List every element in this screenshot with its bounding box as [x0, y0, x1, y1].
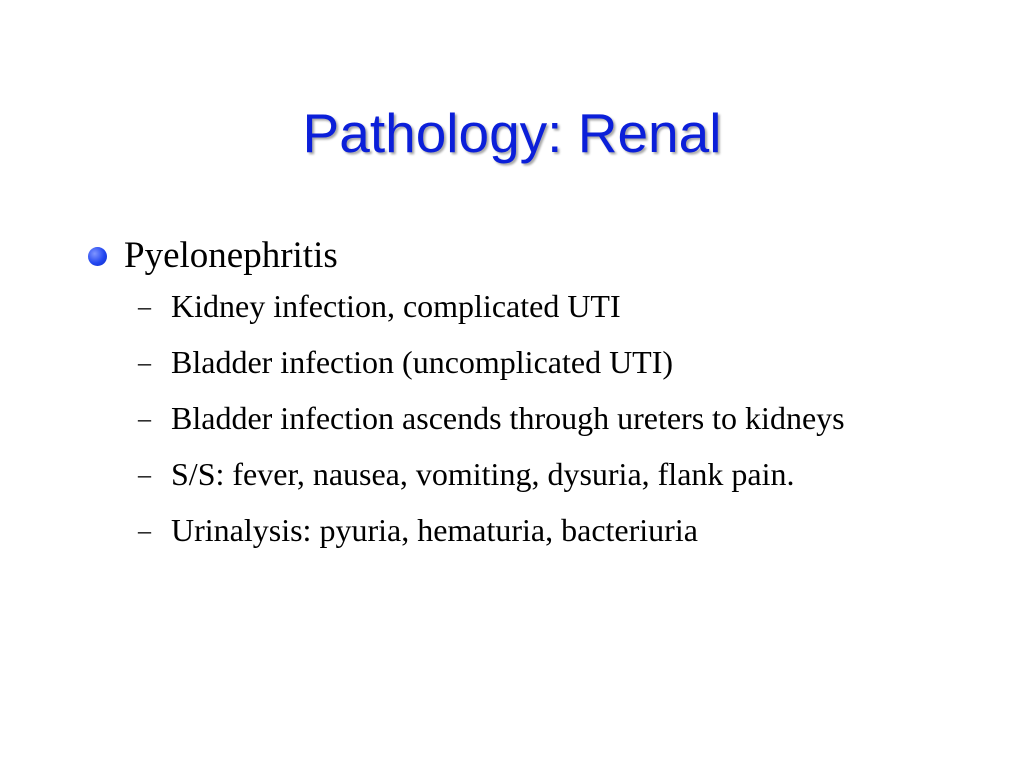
sub-bullet-list — [88, 286, 908, 551]
sub-bullet-item — [138, 286, 908, 327]
slide-body — [88, 232, 908, 566]
dash-icon: – — [138, 404, 151, 433]
bullet-dot-icon — [88, 247, 107, 266]
sub-bullet-text: Bladder infection ascends through ureters to kidneys — [171, 400, 845, 436]
dash-icon: – — [138, 460, 151, 489]
sub-bullet-text: S/S: fever, nausea, vomiting, dysuria, flank pain. — [171, 456, 795, 492]
dash-icon: – — [138, 292, 151, 321]
slide-title: Pathology: Renal — [302, 102, 722, 164]
sub-bullet-text: Urinalysis: pyuria, hematuria, bacteriuria — [171, 512, 698, 548]
dash-icon: – — [138, 516, 151, 545]
sub-bullet-item — [138, 398, 908, 439]
sub-bullet-text: Kidney infection, complicated UTI — [171, 288, 621, 324]
sub-bullet-item — [138, 342, 908, 383]
bullet-text: Pyelonephritis — [124, 235, 338, 276]
bullet-pyelonephritis — [88, 232, 908, 280]
sub-bullet-item — [138, 454, 908, 495]
dash-icon: – — [138, 348, 151, 377]
sub-bullet-item — [138, 510, 908, 551]
sub-bullet-text: Bladder infection (uncomplicated UTI) — [171, 344, 674, 380]
